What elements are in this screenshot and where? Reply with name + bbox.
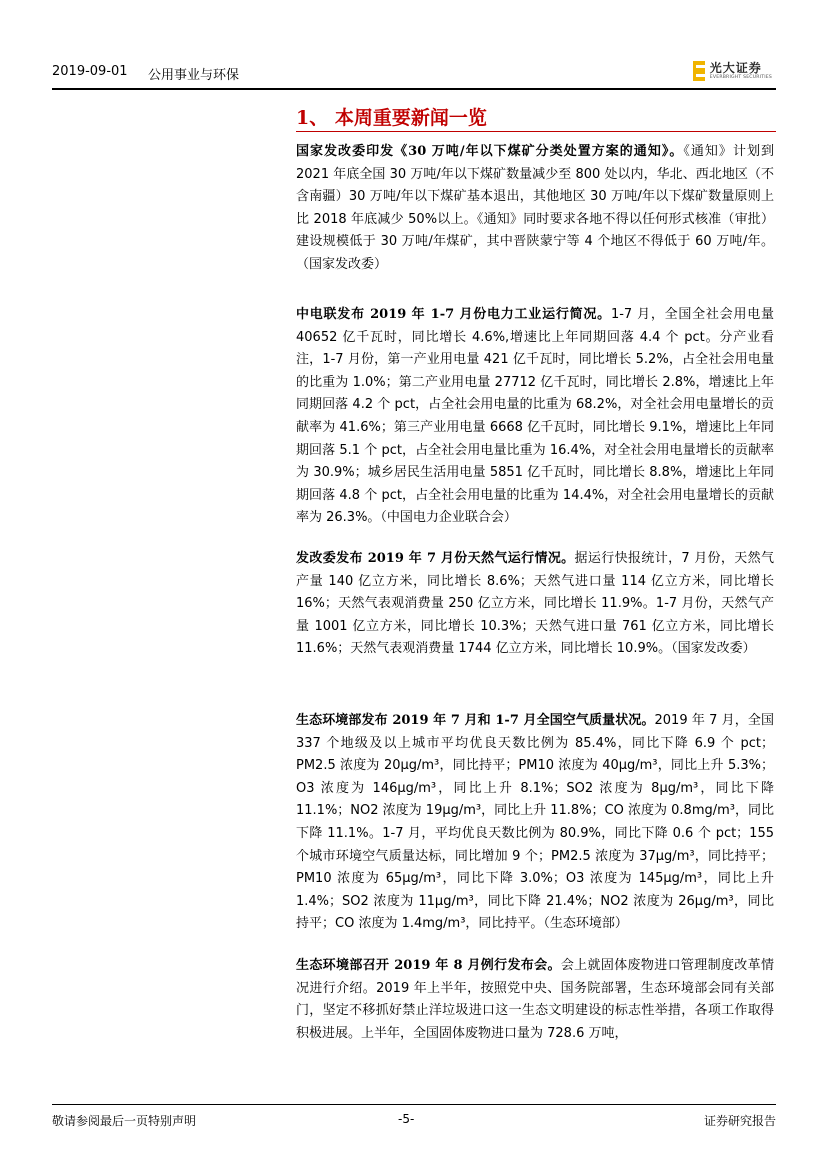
page-number: -5- bbox=[398, 1112, 415, 1126]
news-body: 《通知》计划到 2021 年底全国 30 万吨/年以下煤矿数量减少至 800 处以内，华北、西北地区（不含南疆）30 万吨/年以下煤矿基本退出，其他地区 30 万吨/年以下煤矿数量原则上比 2018 年底减少 50%以上。《通知》同时要求各地不得以任何形式核准（审批）建设规模低于 30 万吨/年煤矿，其中晋陕蒙宁等 4 个地区不得低于 60 万吨/年。（国家发改委） bbox=[296, 144, 774, 272]
news-body: 2019 年 7 月，全国 337 个地级及以上城市平均优良天数比例为 85.4%，同比下降 6.9 个 pct；PM2.5 浓度为 20μg/m³，同比持平；PM10 浓度为 40μg/m³，同比上升 5.3%；O3 浓度为 146μg/m³，同比上升 8.1%；SO2 浓度为 8μg/m³，同比下降 11.1%；NO2 浓度为 19μg/m³，同比上升 11.8%；CO 浓度为 0.8mg/m³，同比下降 11.1%。1-7 月，平均优良天数比例为 80.9%，同比下降 0.6 个 pct；155 个城市环境空气质量达标，同比增加 9 个；PM2.5 浓度为 37μg/m³，同比持平；PM10 浓度为 65μg/m³，同比下降 3.0%；O3 浓度为 145μg/m³，同比上升 1.4%；SO2 浓度为 11μg/m³，同比下降 21.4%；NO2 浓度为 26μg/m³，同比持平；CO 浓度为 1.4mg/m³，同比持平。（生态环境部） bbox=[296, 713, 774, 932]
news-headline: 发改委发布 2019 年 7 月份天然气运行情况。 bbox=[296, 551, 575, 566]
footer-report-type: 证券研究报告 bbox=[703, 1114, 776, 1128]
news-body: 1-7 月，全国全社会用电量 40652 亿千瓦时，同比增长 4.6%,增速比上年同期回落 4.4 个 pct。分产业看注，1-7 月份，第一产业用电量 421 亿千瓦时，同比增长 5.2%，占全社会用电量的比重为 1.0%；第二产业用电量 27712 亿千瓦时，同比增长 2.8%，增速比上年同期回落 4.2 个 pct，占全社会用电量的比重为 68.2%，对全社会用电量增长的贡献率为 41.6%；第三产业用电量 6668 亿千瓦时，同比增长 9.1%，增速比上年同期回落 5.1 个 pct，占全社会用电量比重为 16.4%，对全社会用电量增长的贡献率为 30.9%；城乡居民生活用电量 5851 亿千瓦时，同比增长 8.8%，增速比上年同期回落 4.8 个 pct，占全社会用电量的比重为 14.4%，对全社会用电量增长的贡献率为 26.3%。（中国电力企业联合会） bbox=[296, 307, 774, 526]
logo-cn-text: 光大证券 bbox=[709, 60, 762, 75]
news-body: 据运行快报统计，7 月份，天然气产量 140 亿立方米，同比增长 8.6%；天然气进口量 114 亿立方米，同比增长 16%；天然气表观消费量 250 亿立方米，同比增长 11.9%。1-7 月份，天然气产量 1001 亿立方米，同比增长 10.3%；天然气进口量 761 亿立方米，同比增长 11.6%；天然气表观消费量 1744 亿立方米，同比增长 10.9%。（国家发改委） bbox=[296, 551, 774, 657]
news-body: 会上就固体废物进口管理制度改革情况进行介绍。2019 年上半年，按照党中央、国务院部署，生态环境部会同有关部门，坚定不移抓好禁止洋垃圾进口这一生态文明建设的标志性举措，各项工作取得积极进展。上半年，全国固体废物进口量为 728.6 万吨， bbox=[296, 958, 774, 1041]
news-headline: 国家发改委印发《30 万吨/年以下煤矿分类处置方案的通知》。 bbox=[296, 144, 684, 159]
report-sector: 公用事业与环保 bbox=[148, 68, 240, 83]
footer-disclaimer: 敬请参阅最后一页特别声明 bbox=[52, 1114, 197, 1128]
news-headline: 中电联发布 2019 年 1-7 月份电力工业运行简况。 bbox=[296, 307, 611, 322]
company-logo bbox=[693, 58, 772, 84]
report-date: 2019-09-01 bbox=[52, 64, 128, 79]
footer-rule bbox=[52, 1104, 776, 1105]
news-item-natural-gas bbox=[296, 548, 774, 661]
header-rule bbox=[52, 88, 776, 90]
news-item-press-conference bbox=[296, 955, 774, 1045]
news-item-air-quality bbox=[296, 710, 774, 936]
section-title-underline bbox=[296, 131, 776, 132]
section-title: 1、 本周重要新闻一览 bbox=[296, 107, 487, 129]
news-headline: 生态环境部发布 2019 年 7 月和 1-7 月全国空气质量状况。 bbox=[296, 713, 655, 728]
news-headline: 生态环境部召开 2019 年 8 月例行发布会。 bbox=[296, 958, 561, 973]
logo-en-text: EVERBRIGHT SECURITIES bbox=[709, 74, 772, 80]
page-header bbox=[52, 58, 776, 86]
logo-mark-icon bbox=[693, 61, 705, 81]
news-item-coal-mines bbox=[296, 141, 774, 277]
news-item-power-industry bbox=[296, 304, 774, 530]
